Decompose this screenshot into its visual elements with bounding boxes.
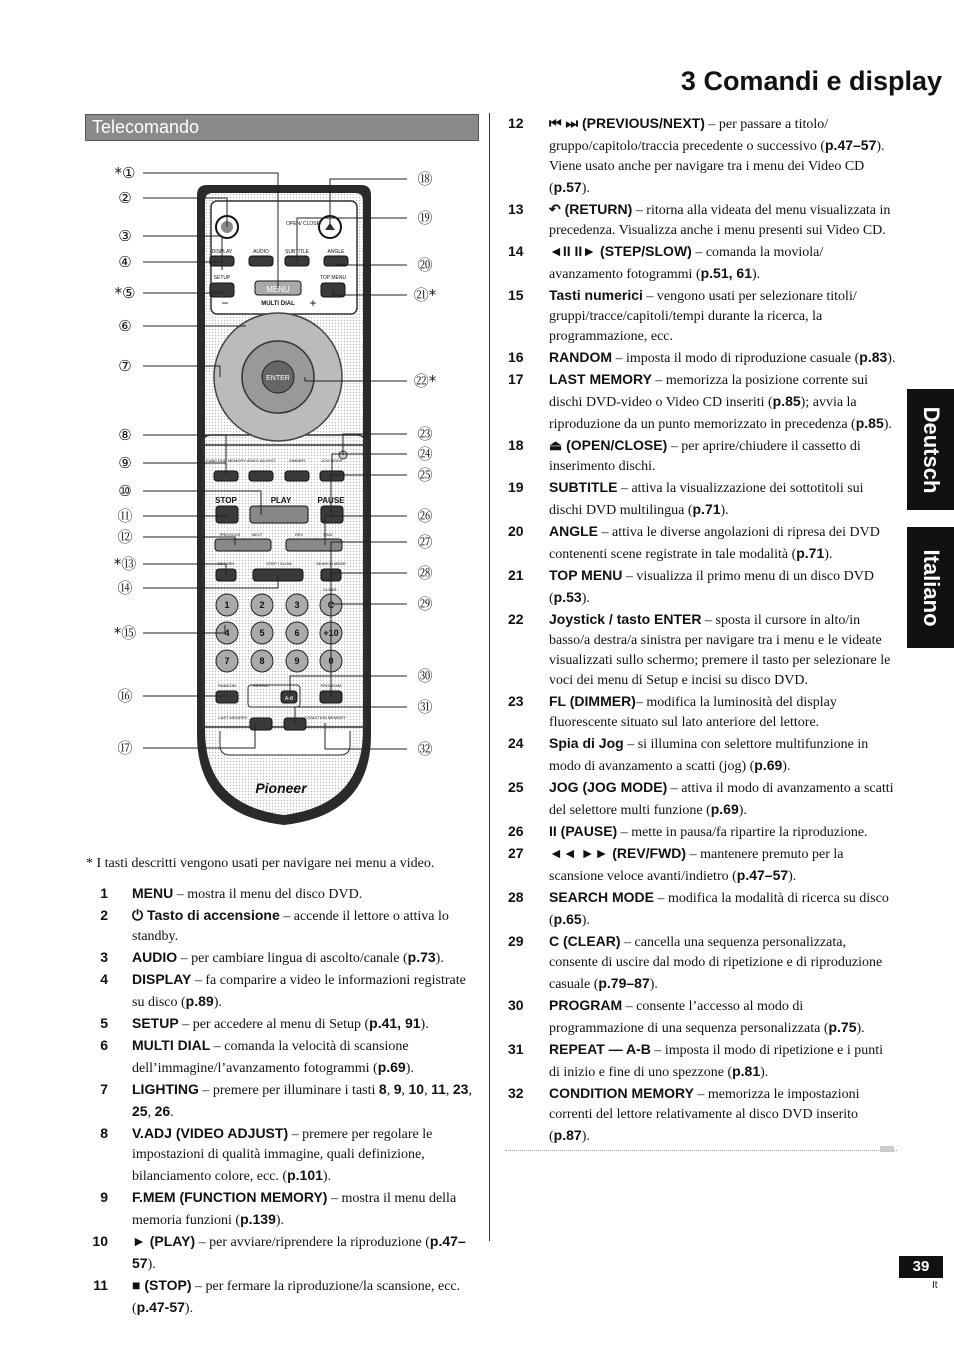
list-item xyxy=(85,1275,478,1319)
list-item xyxy=(85,1187,478,1231)
pause-button[interactable] xyxy=(321,506,343,523)
numeric-key-label: 0 xyxy=(328,656,334,666)
item-description: , xyxy=(468,1083,472,1098)
item-number: 30 xyxy=(508,997,524,1013)
item-number: 8 xyxy=(100,1125,108,1141)
item-term: ◄◄ ►► (REV/FWD) xyxy=(549,845,687,861)
list-item xyxy=(505,1039,897,1083)
item-description: , xyxy=(401,1083,409,1098)
list-item xyxy=(85,1231,478,1275)
item-term: ANGLE xyxy=(549,523,598,539)
fwd-label: FWD xyxy=(323,532,333,537)
page-reference: p.53 xyxy=(553,589,582,605)
list-item xyxy=(505,609,897,691)
stop-button[interactable] xyxy=(216,506,238,523)
item-description: ). xyxy=(275,1213,285,1228)
list-item xyxy=(505,477,897,521)
item-number: 1 xyxy=(100,885,108,901)
last-memory-button[interactable] xyxy=(250,718,272,730)
item-description: – imposta il modo di ripetizione e i punti di inizio e fine di uno spezzone ( xyxy=(549,1043,884,1080)
page-reference: p.71 xyxy=(692,501,721,517)
item-description: – sposta il cursore in alto/in basso/a destra/a sinistra per navigare tra i menu e le videate visualizzati sullo schermo; premere il tasto per selezionare le voci dei menu di Setup e incisi su disco DVD. xyxy=(549,613,891,688)
top-menu-label: TOP MENU xyxy=(319,275,347,281)
end-rule xyxy=(505,1150,897,1151)
callout-number: ㉗ xyxy=(417,533,433,551)
item-description: – per passare a titolo/ gruppo/capitolo/traccia precedente o successivo ( xyxy=(549,117,829,154)
page-reference: p.69 xyxy=(377,1059,406,1075)
callout-number: ⑦ xyxy=(118,357,132,375)
item-term: ↶ (RETURN) xyxy=(549,201,633,217)
callout-number: ③ xyxy=(118,227,132,245)
list-item xyxy=(505,733,897,777)
list-item xyxy=(85,1079,478,1123)
list-item xyxy=(505,199,897,241)
item-description: ). xyxy=(581,1129,590,1144)
page-reference: p.47–57 xyxy=(825,137,877,153)
video_adjust-label: VIDEO ADJUST xyxy=(246,458,276,463)
item-description: – mostra il menu della memoria funzioni ( xyxy=(132,1191,457,1228)
item-term: TOP MENU xyxy=(549,567,623,583)
item-description: – per fermare la riproduzione/la scansione, ecc. ( xyxy=(132,1279,461,1316)
item-description: – ritorna alla videata del menu visualizzata in precedenza. Visualizza anche i menu presenti sui Video CD. xyxy=(549,203,891,238)
item-description: ). xyxy=(147,1257,156,1272)
item-description: – per cambiare lingua di ascolto/canale ( xyxy=(177,951,408,966)
callout-number: ㉓ xyxy=(417,425,433,443)
item-term: JOG (JOG MODE) xyxy=(549,779,668,795)
item-term: ■ (STOP) xyxy=(132,1277,192,1293)
numeric-key-label: +10 xyxy=(323,628,339,638)
list-item xyxy=(85,1123,478,1187)
item-description: ). xyxy=(883,417,892,432)
callout-number: ㉙ xyxy=(417,595,433,613)
item-number: 27 xyxy=(508,845,524,861)
item-number: 26 xyxy=(508,823,524,839)
return-label: RETURN xyxy=(217,561,235,566)
item-description: – si illumina con selettore multifunzione in modo di avanzamento a scatti (jog) ( xyxy=(549,737,869,774)
item-number: 10 xyxy=(92,1233,108,1249)
rev-fwd-button[interactable] xyxy=(286,539,342,551)
item-term: SUBTITLE xyxy=(549,479,618,495)
numeric-key-label: C xyxy=(327,600,335,610)
callout-number: ⑱ xyxy=(417,170,433,188)
item-description: – mantenere premuto per la scansione veloce avanti/indietro ( xyxy=(549,847,844,884)
callout-number: *① xyxy=(114,164,136,182)
list-item xyxy=(505,1083,897,1147)
item-number: 5 xyxy=(100,1015,108,1031)
item-description: – comanda la velocità di scansione dell’immagine/l’avanzamento fotogrammi ( xyxy=(132,1039,409,1076)
page-reference: p.79–87 xyxy=(598,975,650,991)
display-label: DISPLAY xyxy=(211,249,233,255)
list-item xyxy=(505,285,897,347)
end-rule-mark xyxy=(880,1146,894,1152)
page-reference: p.87 xyxy=(553,1127,582,1143)
item-description: – fa comparire a video le informazioni registrate su disco ( xyxy=(132,973,466,1010)
list-item xyxy=(85,969,478,1013)
callout-number: ⑩ xyxy=(118,482,132,500)
item-description: ). xyxy=(213,995,222,1010)
left-description-list xyxy=(85,883,478,1319)
callout-number: *⑤ xyxy=(114,284,136,302)
enter-label: ENTER xyxy=(266,375,290,382)
item-description: ). xyxy=(322,1169,332,1184)
play-button[interactable] xyxy=(250,506,308,523)
setup-label: SETUP xyxy=(213,275,231,281)
item-description: ). xyxy=(405,1061,414,1076)
item-term: ⏏ (OPEN/CLOSE) xyxy=(549,437,668,453)
item-description: – imposta il modo di riproduzione casuale ( xyxy=(612,351,860,366)
item-description: – memorizza la posizione corrente sui dischi DVD-video o Video CD inseriti ( xyxy=(549,373,869,410)
multi-dial-plus: + xyxy=(309,296,317,310)
item-number: 24 xyxy=(508,735,524,751)
callout-number: ⑰ xyxy=(117,739,133,757)
callout-number: ㉖ xyxy=(417,507,433,525)
item-term: Joystick / tasto ENTER xyxy=(549,611,702,627)
multi-dial-minus: − xyxy=(221,296,229,310)
list-item xyxy=(85,1013,478,1035)
page-reference: 9 xyxy=(393,1081,402,1097)
page-reference: p.47–57 xyxy=(132,1233,466,1271)
page-reference: p.83 xyxy=(859,349,888,365)
numeric-key-label: 5 xyxy=(259,628,265,638)
item-description: ). xyxy=(184,1301,194,1316)
item-term: C (CLEAR) xyxy=(549,933,621,949)
page-reference: p.51, 61 xyxy=(700,265,752,281)
numeric-key-label: 8 xyxy=(259,656,265,666)
language-tab-italiano xyxy=(907,527,954,648)
callout-number: ⑯ xyxy=(117,687,133,705)
page-reference: p.75 xyxy=(828,1019,857,1035)
item-term: LAST MEMORY xyxy=(549,371,652,387)
item-description: ). xyxy=(887,351,896,366)
item-number: 14 xyxy=(508,243,524,259)
function_memory-label: FUNCTION MEMORY xyxy=(206,458,246,463)
list-item xyxy=(505,777,897,821)
numeric-key-label: 6 xyxy=(294,628,300,638)
callout-number: ㉒* xyxy=(413,372,437,390)
pioneer-logo: Pioneer xyxy=(255,780,307,796)
item-description: ). xyxy=(856,1021,865,1036)
page-reference: p.89 xyxy=(185,993,214,1009)
callout-number: ④ xyxy=(118,253,132,271)
column-divider xyxy=(489,113,490,1241)
page-reference: 23 xyxy=(452,1081,469,1097)
item-term: SEARCH MODE xyxy=(549,889,655,905)
item-number: 4 xyxy=(100,971,108,987)
dimmer-label: DIMMER xyxy=(288,458,306,463)
list-item xyxy=(505,931,897,995)
page-reference: p.47-57 xyxy=(136,1299,185,1315)
item-description: ). xyxy=(760,1065,769,1080)
list-item xyxy=(505,347,897,369)
list-item xyxy=(85,905,478,947)
item-number: 32 xyxy=(508,1085,524,1101)
list-item xyxy=(505,691,897,733)
item-description: – accende il lettore o attiva lo standby. xyxy=(132,909,449,944)
list-item xyxy=(505,113,897,199)
repeat-label: REPEAT xyxy=(253,683,269,688)
item-number: 18 xyxy=(508,437,524,453)
item-term: MENU xyxy=(132,885,174,901)
item-description: , xyxy=(147,1105,155,1120)
item-term: AUDIO xyxy=(132,949,178,965)
menu-label: MENU xyxy=(266,285,290,294)
callout-number: ⑳ xyxy=(417,256,433,274)
callout-number: ㉔ xyxy=(417,445,433,463)
item-description: , xyxy=(445,1083,453,1098)
page-reference: p.139 xyxy=(240,1211,276,1227)
pause-label: PAUSE xyxy=(317,496,345,505)
item-description: ). xyxy=(751,267,761,282)
item-description: – modifica la luminosità del display fluorescente situato sul lato anteriore del lettore. xyxy=(549,695,837,730)
item-term: F.MEM (FUNCTION MEMORY) xyxy=(132,1189,328,1205)
last-memory-label: LAST MEMORY xyxy=(218,715,248,720)
numeric-key-label: 7 xyxy=(224,656,230,666)
item-number: 3 xyxy=(100,949,108,965)
item-term: LIGHTING xyxy=(132,1081,199,1097)
item-description: ). Viene usato anche per navigare tra i menu dei Video CD ( xyxy=(549,139,885,196)
item-number: 2 xyxy=(100,907,108,923)
list-item xyxy=(505,843,897,887)
video-adjust-button[interactable] xyxy=(249,471,273,481)
item-term: Spia di Jog xyxy=(549,735,624,751)
list-item xyxy=(505,887,897,931)
item-description: , xyxy=(424,1083,432,1098)
list-item xyxy=(505,821,897,843)
page-reference: 10 xyxy=(408,1081,425,1097)
page-reference: p.69 xyxy=(710,801,739,817)
list-item xyxy=(505,435,897,477)
item-number: 28 xyxy=(508,889,524,905)
item-number: 13 xyxy=(508,201,524,217)
callout-number: ⑫ xyxy=(117,528,133,546)
clear-label: CLEAR xyxy=(323,587,337,592)
section-heading xyxy=(85,114,479,141)
item-term: CONDITION MEMORY xyxy=(549,1085,694,1101)
right-description-list xyxy=(505,113,897,1147)
item-description: ). xyxy=(788,869,797,884)
page-reference: p.65 xyxy=(553,911,582,927)
item-term: V.ADJ (VIDEO ADJUST) xyxy=(132,1125,289,1141)
footnote: * I tasti descritti vengono usati per navigare nei menu a video. xyxy=(86,856,435,871)
item-description: ). xyxy=(738,803,747,818)
item-term: DISPLAY xyxy=(132,971,192,987)
item-description: – comanda la moviola/ avanzamento fotogrammi ( xyxy=(549,245,824,282)
page-reference: p.41, 91 xyxy=(369,1015,421,1031)
item-description: – per aprire/chiudere il cassetto di inserimento dischi. xyxy=(549,439,861,474)
item-term: ► (PLAY) xyxy=(132,1233,196,1249)
item-term: ◄II II► (STEP/SLOW) xyxy=(549,243,692,259)
item-number: 15 xyxy=(508,287,524,303)
item-description: ); avvia la riproduzione da un punto memorizzato in precedenza ( xyxy=(549,395,857,432)
item-term: FL (DIMMER) xyxy=(549,693,636,709)
page-reference: p.85 xyxy=(855,415,884,431)
multi-dial-label: MULTI DIAL xyxy=(261,301,295,307)
item-number: 19 xyxy=(508,479,524,495)
item-number: 23 xyxy=(508,693,524,709)
callout-number: ㉕ xyxy=(417,466,433,484)
item-number: 9 xyxy=(100,1189,108,1205)
angle-label: ANGLE xyxy=(327,249,345,255)
subtitle-label: SUBTITLE xyxy=(285,249,309,255)
callout-number: ㉚ xyxy=(417,667,433,685)
item-term: PROGRAM xyxy=(549,997,623,1013)
page-reference: p.57 xyxy=(553,179,582,195)
page-reference: p.69 xyxy=(754,757,783,773)
audio-label: AUDIO xyxy=(253,249,269,255)
item-number: 20 xyxy=(508,523,524,539)
page-reference: 8 xyxy=(378,1081,387,1097)
item-number: 7 xyxy=(100,1081,108,1097)
item-description: ). xyxy=(581,591,590,606)
item-description: – memorizza le impostazioni correnti del lettore relativamente al disco DVD inserito ( xyxy=(549,1087,860,1144)
item-description: ). xyxy=(581,913,590,928)
item-term: II (PAUSE) xyxy=(549,823,618,839)
callout-number: *⑮ xyxy=(113,624,137,642)
item-number: 22 xyxy=(508,611,524,627)
page-reference: p.85 xyxy=(772,393,801,409)
stop-label: STOP xyxy=(215,496,237,505)
item-term: ⏻ Tasto di accensione xyxy=(132,907,280,923)
chapter-title: 3 Comandi e display xyxy=(680,66,942,96)
item-description: – cancella una sequenza personalizzata, consente di uscire dal modo di ripetizione e di riproduzione casuale ( xyxy=(549,935,883,992)
item-description: . xyxy=(170,1105,174,1120)
item-description: – premere per regolare le impostazioni di qualità immagine, quali definizione, bilanciamento colore, ecc. ( xyxy=(132,1127,433,1184)
jog_mode-label: JOG MODE xyxy=(321,458,343,463)
remote-control-diagram xyxy=(85,145,477,855)
section-heading-text: Telecomando xyxy=(92,117,200,137)
list-item xyxy=(85,947,478,969)
item-description: – attiva la visualizzazione dei sottotitoli sui dischi DVD multilingua ( xyxy=(549,481,864,518)
previous-next-button[interactable] xyxy=(215,539,271,551)
numeric-key-label: 3 xyxy=(294,600,300,610)
list-item xyxy=(505,241,897,285)
callout-number: ② xyxy=(118,189,132,207)
random-label: RANDOM xyxy=(218,683,236,688)
list-item xyxy=(505,565,897,609)
tab-italiano-label: Italiano xyxy=(918,548,944,627)
page-number: 39 xyxy=(899,1256,943,1278)
page-reference: 11 xyxy=(431,1081,446,1097)
callout-number: ⑭ xyxy=(117,579,133,597)
item-number: 31 xyxy=(508,1041,524,1057)
item-description: ). xyxy=(581,181,590,196)
list-item xyxy=(85,883,478,905)
page-reference: p.101 xyxy=(287,1167,323,1183)
item-description: ). xyxy=(420,1017,429,1032)
item-number: 16 xyxy=(508,349,524,365)
item-description: – visualizza il primo menu di un disco DVD ( xyxy=(549,569,874,606)
item-number: 29 xyxy=(508,933,524,949)
item-term: ⏮ ⏭ (PREVIOUS/NEXT) xyxy=(549,115,705,131)
callout-number: ⑨ xyxy=(118,454,132,472)
callout-number: ⑧ xyxy=(118,426,132,444)
numeric-key-label: 9 xyxy=(294,656,300,666)
item-description: – mostra il menu del disco DVD. xyxy=(173,887,363,902)
callout-number: ㉜ xyxy=(417,740,433,758)
item-description: ). xyxy=(824,547,833,562)
language-code: It xyxy=(932,1280,938,1291)
callout-number: ㉘ xyxy=(417,564,433,582)
callout-number: ⑪ xyxy=(117,507,133,525)
item-number: 12 xyxy=(508,115,524,131)
item-number: 25 xyxy=(508,779,524,795)
item-description: ). xyxy=(782,759,791,774)
numeric-key-label: 4 xyxy=(224,628,230,638)
numeric-key-label: 2 xyxy=(259,600,265,610)
page-reference: 25 xyxy=(132,1103,148,1119)
page-reference: p.81 xyxy=(732,1063,761,1079)
list-item xyxy=(505,521,897,565)
item-term: SETUP xyxy=(132,1015,179,1031)
repeat-ab-label: A-B xyxy=(284,696,294,702)
item-description: , xyxy=(386,1083,394,1098)
page-reference: p.73 xyxy=(407,949,436,965)
item-term: REPEAT — A-B xyxy=(549,1041,651,1057)
callout-number: ⑥ xyxy=(118,317,132,335)
condition-memory-label: CONDITION MEMORY xyxy=(304,715,346,720)
item-description: – mette in pausa/fa ripartire la riproduzione. xyxy=(617,825,868,840)
numeric-key-label: 1 xyxy=(224,600,230,610)
item-description: ). xyxy=(649,977,658,992)
item-description: – per accedere al menu di Setup ( xyxy=(178,1017,370,1032)
item-term: MULTI DIAL xyxy=(132,1037,211,1053)
previous-label: PREVIOUS xyxy=(219,532,241,537)
audio-button[interactable] xyxy=(249,256,273,266)
play-label: PLAY xyxy=(270,496,292,505)
step-slow-label: STEP / SLOW xyxy=(266,561,292,566)
program-label: PROGRAM xyxy=(320,683,342,688)
item-number: 21 xyxy=(508,567,524,583)
item-number: 11 xyxy=(93,1277,108,1293)
item-description: ). xyxy=(435,951,444,966)
page-reference: 26 xyxy=(154,1103,171,1119)
open-close-label: OPEN/ CLOSE xyxy=(286,221,320,227)
rev-label: REV xyxy=(294,532,304,537)
item-description: – per avviare/riprendere la riproduzione ( xyxy=(195,1235,430,1250)
callout-number: ⑲ xyxy=(417,209,433,227)
next-label: NEXT xyxy=(251,532,263,537)
dimmer-button[interactable] xyxy=(285,471,309,481)
list-item xyxy=(505,369,897,435)
item-description: – vengono usati per selezionare titoli/ gruppi/tracce/capitoli/tempi durante la ricerca, la programmazione, ecc. xyxy=(549,289,857,344)
page-reference: p.47–57 xyxy=(736,867,789,883)
item-term: RANDOM xyxy=(549,349,612,365)
item-description: – premere per illuminare i tasti xyxy=(198,1083,379,1098)
tab-deutsch-label: Deutsch xyxy=(918,406,944,493)
search-mode-label: SEARCH MODE xyxy=(316,561,346,566)
language-tab-deutsch xyxy=(907,389,954,510)
item-description: ). xyxy=(720,503,729,518)
remote-svg xyxy=(85,145,477,855)
list-item xyxy=(505,995,897,1039)
item-number: 17 xyxy=(508,371,524,387)
callout-number: *⑬ xyxy=(113,555,137,573)
item-term: Tasti numerici xyxy=(549,287,643,303)
list-item xyxy=(85,1035,478,1079)
callout-number: ㉑* xyxy=(413,286,437,304)
item-number: 6 xyxy=(100,1037,108,1053)
item-description: – consente l’accesso al modo di programmazione di una sequenza personalizzata ( xyxy=(549,999,829,1036)
item-description: – attiva il modo di avanzamento a scatti del selettore multi funzione ( xyxy=(549,781,894,818)
callout-number: ㉛ xyxy=(417,698,433,716)
item-description: – modifica la modalità di ricerca su disco ( xyxy=(549,891,889,928)
item-description: – attiva le diverse angolazioni di ripresa dei DVD contenenti scene registrate in tale modalità ( xyxy=(549,525,880,562)
page-reference: p.71 xyxy=(796,545,825,561)
